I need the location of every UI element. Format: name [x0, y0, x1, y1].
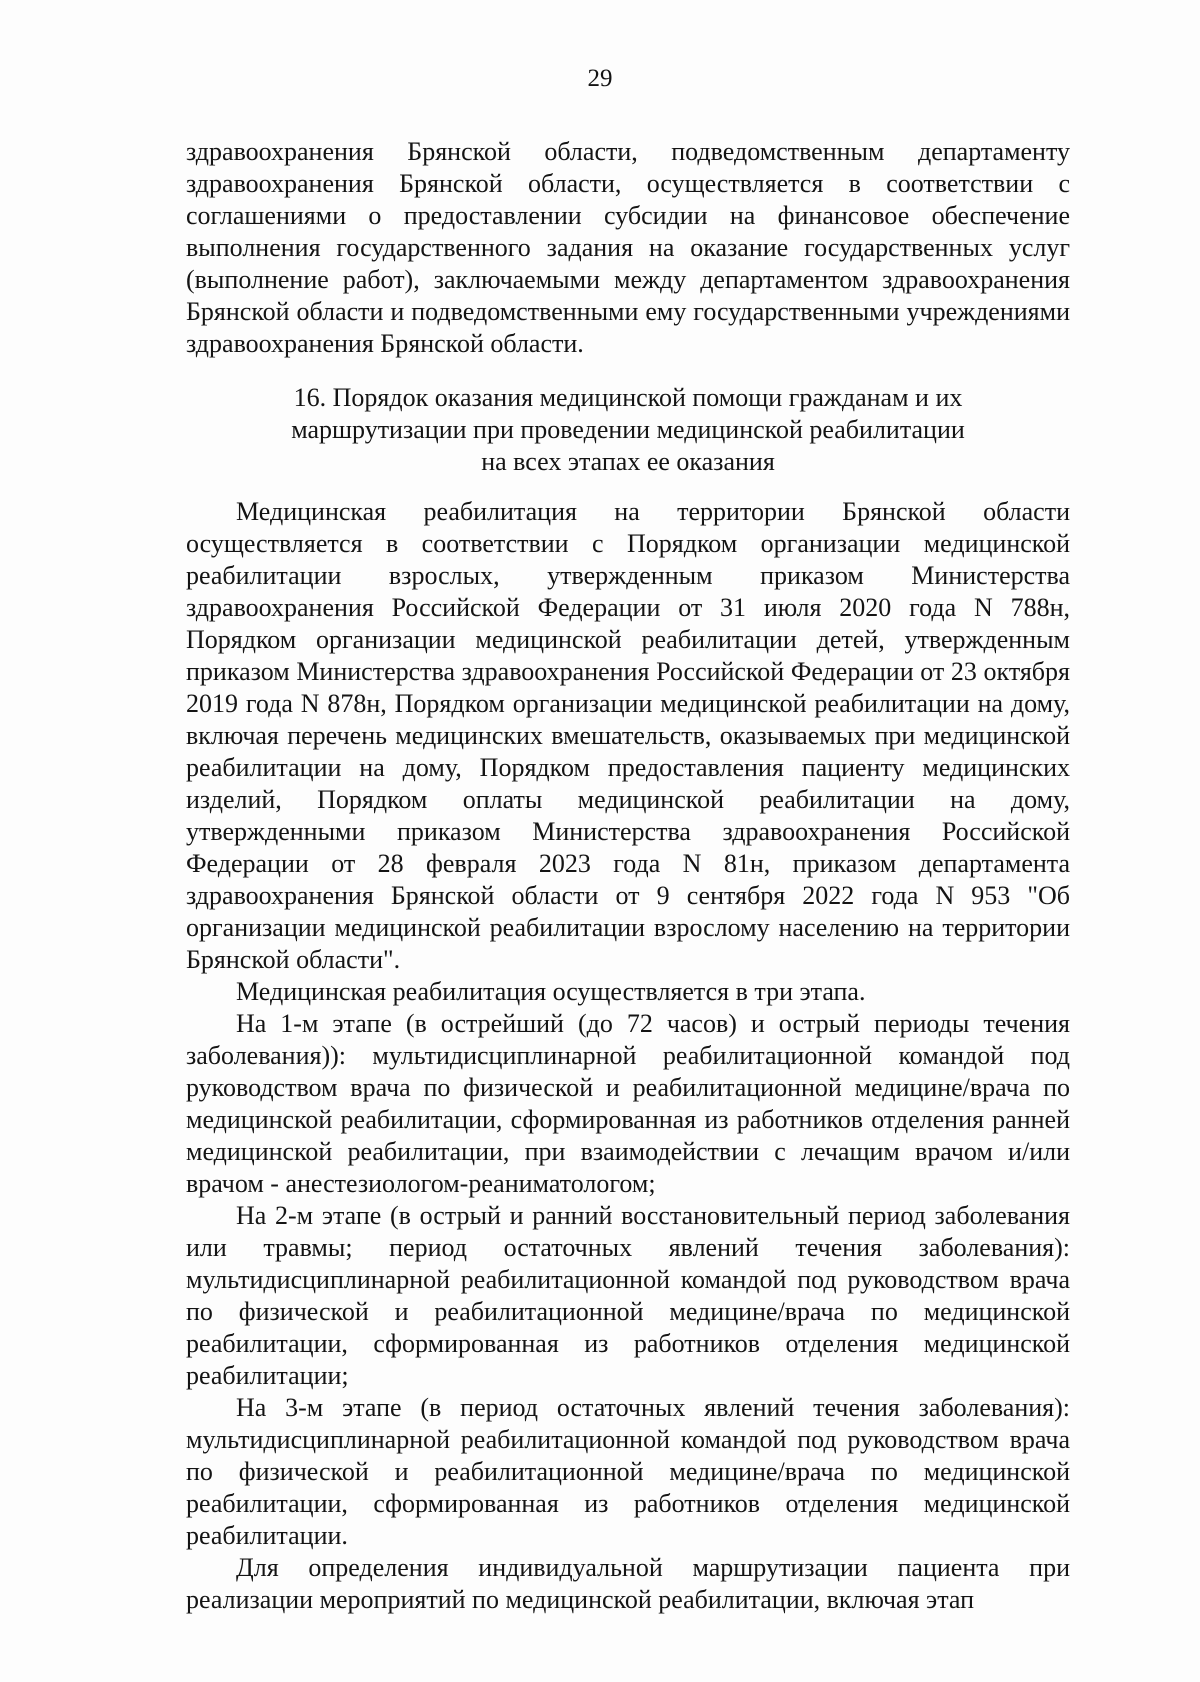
paragraph-three-stages: Медицинская реабилитация осуществляется в три этапа. [236, 977, 866, 1006]
document-body [186, 136, 1070, 1616]
paragraph-rehab-basis: Медицинская реабилитация на территории Брянской области осуществляется в соответствии с Порядком организации медицинской реабилитации взрослых, утвержденным приказом Министерства здравоохранения Российской Федерации от 31 июля 2020 года N 788н, Порядком организации медицинской реабилитации детей, утвержденным приказом Министерства здравоохранения Российской Федерации от 23 октября 2019 года N 878н, Порядком организации медицинской реабилитации на дому, включая перечень медицинских вмешательств, оказываемых при медицинской реабилитации на дому, Порядком предоставления пациенту медицинских изделий, Порядком оплаты медицинской реабилитации на дому, утвержденными приказом Министерства здравоохранения Российской Федерации от 28 февраля 2023 года N 81н, приказом департамента здравоохранения Брянской области от 9 сентября 2022 года N 953 "Об организации медицинской реабилитации взрослому населению на территории Брянской области". [186, 497, 1070, 974]
paragraph-continuation: здравоохранения Брянской области, подведомственным департаменту здравоохранения Брянской области, осуществляется в соответствии с соглашениями о предоставлении субсидии на финансовое обеспечение выполнения государственного задания на оказание государственных услуг (выполнение работ), заключаемыми между департаментом здравоохранения Брянской области и подведомственными ему государственными учреждениями здравоохранения Брянской области. [186, 137, 1070, 358]
paragraph-stage-2: На 2-м этапе (в острый и ранний восстановительный период заболевания или травмы; период остаточных явлений течения заболевания): мультидисциплинарной реабилитационной командой под руководством врача по физической и реабилитационной медицине/врача по медицинской реабилитации, сформированная из работников отделения медицинской реабилитации; [186, 1201, 1070, 1390]
section-heading-line-2: маршрутизации при проведении медицинской реабилитации [291, 415, 965, 444]
page-number: 29 [587, 65, 613, 92]
paragraph-routing: Для определения индивидуальной маршрутизации пациента при реализации мероприятий по медицинской реабилитации, включая этап [186, 1553, 1070, 1614]
paragraph-stage-3: На 3-м этапе (в период остаточных явлений течения заболевания): мультидисциплинарной реабилитационной командой под руководством врача по физической и реабилитационной медицине/врача по медицинской реабилитации, сформированная из работников отделения медицинской реабилитации. [186, 1393, 1070, 1550]
section-heading [246, 382, 1010, 478]
paragraph-stage-1: На 1-м этапе (в острейший (до 72 часов) и острый периоды течения заболевания)): мультидисциплинарной реабилитационной командой под руководством врача по физической и реабилитационной медицине/врача по медицинской реабилитации, сформированная из работников отделения ранней медицинской реабилитации, при взаимодействии с лечащим врачом и/или врачом - анестезиологом-реаниматологом; [186, 1009, 1070, 1198]
section-heading-line-1: 16. Порядок оказания медицинской помощи гражданам и их [293, 383, 963, 412]
section-heading-line-3: на всех этапах ее оказания [481, 447, 775, 476]
